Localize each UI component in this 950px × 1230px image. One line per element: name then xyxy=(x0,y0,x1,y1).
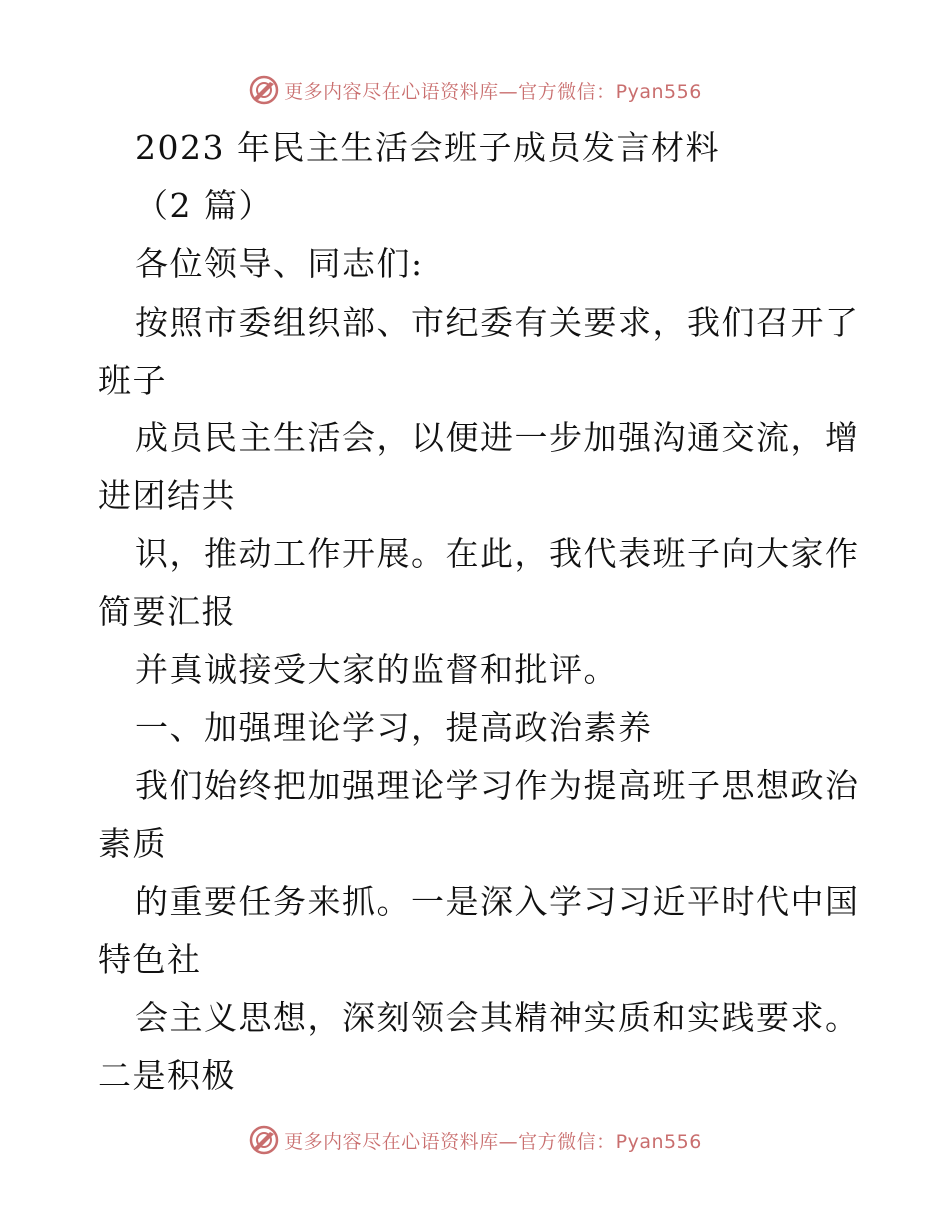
body-line: 特色社 xyxy=(98,940,202,979)
salutation: 各位领导、同志们: xyxy=(135,244,424,283)
body-line: 的重要任务来抓。一是深入学习习近平时代中国 xyxy=(135,882,860,921)
section-heading: 一、加强理论学习，提高政治素养 xyxy=(135,708,653,747)
body-line: 二是积极 xyxy=(98,1056,236,1095)
footer-watermark xyxy=(0,1120,950,1160)
body-line: 按照市委组织部、市纪委有关要求，我们召开了 xyxy=(135,303,860,342)
document-subtitle: （2 篇） xyxy=(135,186,273,225)
watermark-text: 更多内容尽在心语资料库—官方微信：Pyan556 xyxy=(284,80,702,103)
document-title: 2023 年民主生活会班子成员发言材料 xyxy=(135,128,720,167)
body-line: 进团结共 xyxy=(98,476,236,515)
body-line: 并真诚接受大家的监督和批评。 xyxy=(135,650,618,689)
body-line: 素质 xyxy=(98,824,167,863)
header-watermark xyxy=(0,70,950,110)
body-line: 班子 xyxy=(98,361,167,400)
watermark-text: 更多内容尽在心语资料库—官方微信：Pyan556 xyxy=(284,1130,702,1153)
seal-logo-icon xyxy=(248,1124,280,1156)
body-line: 会主义思想，深刻领会其精神实质和实践要求。 xyxy=(135,998,860,1037)
body-line: 识，推动工作开展。在此，我代表班子向大家作 xyxy=(135,534,860,573)
body-line: 我们始终把加强理论学习作为提高班子思想政治 xyxy=(135,766,860,805)
body-line: 成员民主生活会，以便进一步加强沟通交流，增 xyxy=(135,418,860,457)
body-line: 简要汇报 xyxy=(98,592,236,631)
seal-logo-icon xyxy=(248,74,280,106)
